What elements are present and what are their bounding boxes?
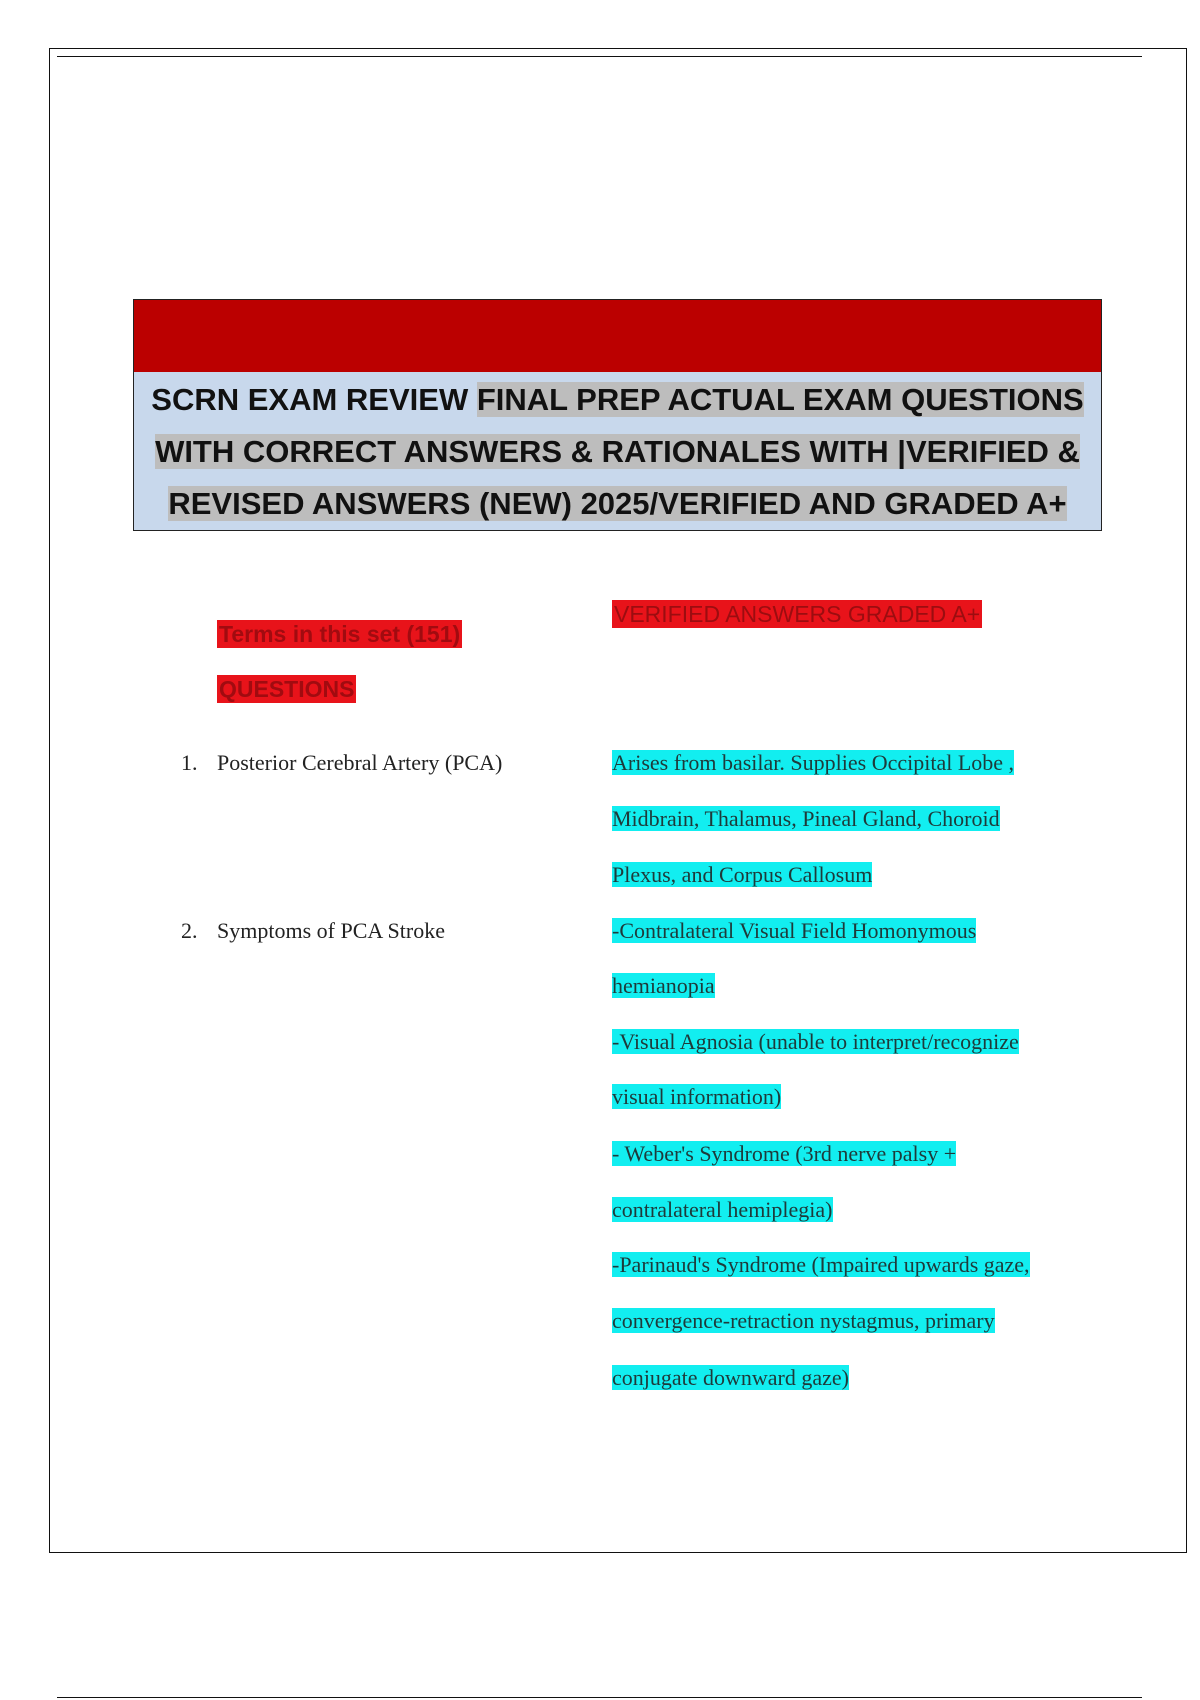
terms-count-label: Terms in this set (151) [219, 621, 461, 647]
answer-2-line-7: -Parinaud's Syndrome (Impaired upwards gaze, [612, 1252, 1030, 1277]
answer-1-line-1: Arises from basilar. Supplies Occipital Lobe , [612, 750, 1015, 775]
answers-header-label: VERIFIED ANSWERS GRADED A+ [614, 601, 981, 627]
question-2-number: 2. [181, 918, 198, 943]
bottom-rule [57, 1697, 1142, 1698]
answer-2-line-6: contralateral hemiplegia) [612, 1197, 833, 1222]
title-line-3-text: REVISED ANSWERS (NEW) 2025/VERIFIED AND GRADED A+ [168, 486, 1067, 521]
answer-2-line-5: - Weber's Syndrome (3rd nerve palsy + [612, 1141, 957, 1166]
title-box [133, 299, 1102, 531]
question-1-number: 1. [181, 750, 198, 775]
title-line-2 [134, 426, 1101, 478]
answer-2-line-4: visual information) [612, 1084, 782, 1109]
answer-2-line-1: -Contralateral Visual Field Homonymous [612, 918, 977, 943]
title-line-3 [134, 478, 1101, 530]
title-red-band [134, 300, 1101, 372]
title-line-2-text: WITH CORRECT ANSWERS & RATIONALES WITH |VERIFIED & [155, 434, 1080, 469]
answer-2-line-3: -Visual Agnosia (unable to interpret/recognize [612, 1029, 1019, 1054]
title-line-1 [134, 374, 1101, 426]
answer-1-line-2: Midbrain, Thalamus, Pineal Gland, Choroid [612, 806, 1000, 831]
top-rule [57, 56, 1142, 57]
answer-2-line-9: conjugate downward gaze) [612, 1365, 850, 1390]
document-title [134, 374, 1101, 530]
answer-2-line-8: convergence-retraction nystagmus, primary [612, 1308, 995, 1333]
question-1-term: Posterior Cerebral Artery (PCA) [217, 750, 503, 775]
title-line-1-highlight: FINAL PREP ACTUAL EXAM QUESTIONS [476, 382, 1084, 417]
answer-2-line-2: hemianopia [612, 973, 715, 998]
title-line-1-plain: SCRN EXAM REVIEW [151, 382, 477, 417]
questions-label: QUESTIONS [219, 676, 355, 702]
answer-1-line-3: Plexus, and Corpus Callosum [612, 862, 873, 887]
question-2-term: Symptoms of PCA Stroke [217, 918, 445, 943]
